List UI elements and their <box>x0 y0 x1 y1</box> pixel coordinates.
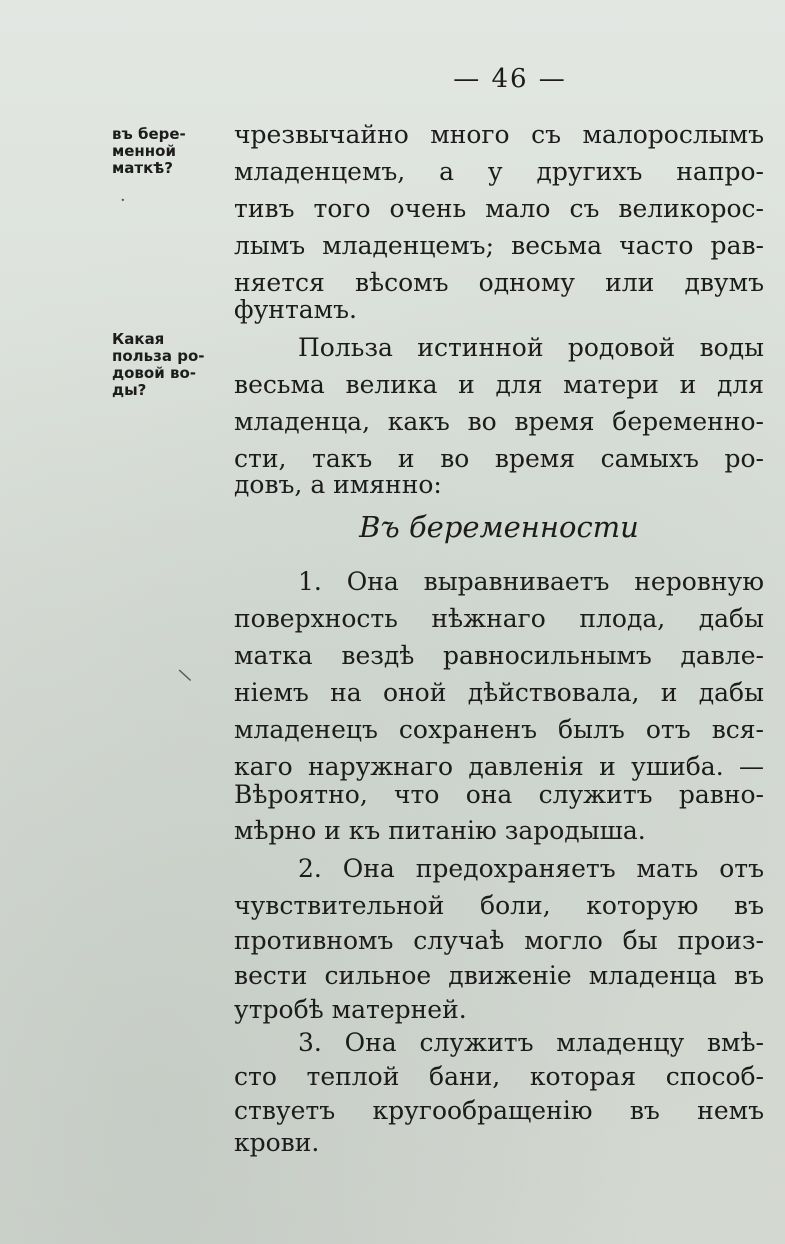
section-heading: Въ беременности <box>359 510 639 544</box>
text-line: противномъ случаѣ могло бы произ- <box>234 926 764 955</box>
text-line: довъ, а имянно: <box>234 470 442 499</box>
text-line: фунтамъ. <box>234 295 357 324</box>
margin-note-line: ды? <box>112 381 147 399</box>
text-line: ствуетъ кругообращенію въ немъ <box>234 1096 764 1125</box>
text-line: вести сильное движеніе младенца въ <box>234 961 764 990</box>
ink-stroke: \ <box>177 664 193 687</box>
text-line: мѣрно и къ питанію зародыша. <box>234 816 646 845</box>
margin-note-line: Какая <box>112 330 165 348</box>
margin-note-line: въ бере- <box>112 125 186 143</box>
text-line: утробѣ матерней. <box>234 995 467 1024</box>
text-line: лымъ младенцемъ; весьма часто рав- <box>234 231 764 260</box>
text-line: крови. <box>234 1128 320 1157</box>
page-number: — 46 — <box>453 64 567 94</box>
text-line: тивъ того очень мало съ великорос- <box>234 194 764 223</box>
ink-speck: · <box>120 190 126 211</box>
margin-note-line: менной <box>112 142 176 160</box>
margin-note-line: польза ро- <box>112 347 205 365</box>
margin-note-water-benefit <box>112 331 230 399</box>
text-line: 1. Она выравниваетъ неровную <box>298 567 764 596</box>
text-line: поверхность нѣжнаго плода, дабы <box>234 604 764 633</box>
text-line: младенца, какъ во время беременно- <box>234 407 764 436</box>
text-line: чрезвычайно много съ малорослымъ <box>234 120 764 149</box>
text-line: чувствительной боли, которую въ <box>234 891 764 920</box>
text-line: ніемъ на оной дѣйствовала, и дабы <box>234 678 764 707</box>
text-line: няется вѣсомъ одному или двумъ <box>234 268 764 297</box>
text-line: Польза истинной родовой воды <box>298 333 764 362</box>
text-line: каго наружнаго давленія и ушиба. — <box>234 752 764 781</box>
text-line: 2. Она предохраняетъ мать отъ <box>298 854 764 883</box>
text-line: младенцемъ, а у другихъ напро- <box>234 157 764 186</box>
text-line: 3. Она служитъ младенцу вмѣ- <box>298 1028 764 1057</box>
text-line: сти, такъ и во время самыхъ ро- <box>234 444 764 473</box>
text-line: матка вездѣ равносильнымъ давле- <box>234 641 764 670</box>
margin-note-pregnant-uterus <box>112 126 230 177</box>
text-line: сто теплой бани, которая способ- <box>234 1062 764 1091</box>
text-line: Вѣроятно, что она служитъ равно- <box>234 780 764 809</box>
margin-note-line: маткѣ? <box>112 159 173 177</box>
text-line: весьма велика и для матери и для <box>234 370 764 399</box>
text-line: младенецъ сохраненъ былъ отъ вся- <box>234 715 764 744</box>
margin-note-line: довой во- <box>112 364 196 382</box>
